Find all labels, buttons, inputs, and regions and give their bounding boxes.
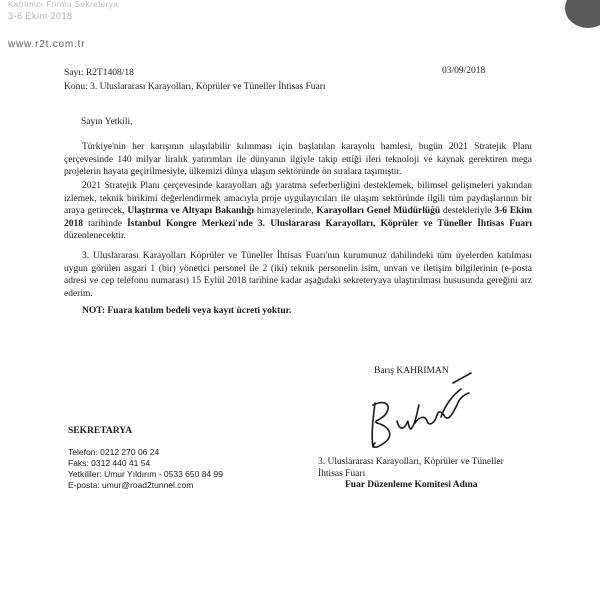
note-text: NOT: Fuara katılım bedeli veya kayıt ücreti yoktur. <box>82 306 292 316</box>
logo-mark-icon <box>565 0 600 28</box>
note-line <box>82 306 291 316</box>
paragraph-1-text: Türkiye'nin her karışının ulaşılabilir kılınması için başlatılan karayolu hamlesi, bugün 2021 Stratejik Planı çerçevesinde 140 milyar liralık yatırımları ile dünyanın ilgiyle takip ettiği ileri teknoloji ve kaynak gerektiren mega projelerin hayata geçirilmesiyle, ülkemizi dünya ulaşım sektöründe ön sıralara taşımıştır. <box>64 142 532 178</box>
p2-g: tarihinde <box>83 218 128 229</box>
p2-venue: İstanbul Kongre Merkezi'nde 3. Uluslararası Karayolları, Köprüler ve Tüneller İhtisas Fuarı <box>127 218 532 229</box>
subject-line: Konu: 3. Uluslararası Karayolları, Köprüler ve Tüneller İhtisas Fuarı <box>64 82 326 92</box>
letterhead <box>0 0 600 30</box>
paragraph-3-text: 3. Uluslararası Karayolları Köprüler ve Tüneller İhtisas Fuarı'nın kurumunuz dahilindeki tüm üyelerden katılması uygun görülen asgari 1 (bir) yönetici personel ile 2 (iki) teknik personelin isim, unvan ve iletişim bilgilerinin (e-posta adresi ve cep telefonu numarası) 15 Eylül 2018 tarihine kadar aşağıdaki sekreteryaya ulaştırılması hususunda gereğini arz ederim. <box>64 251 532 299</box>
paragraph-1 <box>64 141 532 179</box>
paragraph-2 <box>64 180 532 243</box>
signer-org-line-3: Fuar Düzenleme Komitesi Adına <box>345 480 478 490</box>
paragraph-2-text <box>64 180 532 243</box>
greeting: Sayın Yetkili, <box>81 117 133 127</box>
p2-dates: 3-6 Ekim 2018 <box>64 206 532 229</box>
p2-i: düzenlenecektir. <box>64 231 126 242</box>
faint-header-dates: 3-6 Ekim 2018 <box>8 11 73 21</box>
p2-c: himayelerinde, <box>254 206 317 217</box>
p2-directorate: Karayolları Genel Müdürlüğü <box>316 206 441 217</box>
secretariat-phone: Telefon: 0212 270 06 24 <box>68 447 160 457</box>
faint-header-line: Katılımcı Formu Sekreterya <box>8 0 119 9</box>
secretariat-fax: Faks: 0312 440 41 54 <box>68 458 151 468</box>
p2-e: destekleriyle <box>440 206 495 217</box>
p2-ministry: Ulaştırma ve Altyapı Bakanlığı <box>127 206 255 217</box>
website-url: www.r2t.com.tr <box>8 39 86 50</box>
p2-a: 2021 Stratejik Planı çerçevesinde karayolları ağı yaratma seferberliğini desteklemek, bilimsel gelişmeleri yakından izlemek, teknik birikimi değerlendirmek amacıyla proje uygulayıcıları ile ulaşım sektöründe ilgili tüm paydaşlarının bir araya getirecek, <box>64 181 532 217</box>
letter-date: 03/09/2018 <box>442 66 486 76</box>
secretariat-email: E-posta: umur@road2tunnel.com <box>68 480 194 490</box>
secretariat-heading: SEKRETARYA <box>68 426 133 436</box>
handwritten-signature-icon <box>345 365 475 455</box>
paragraph-3 <box>64 250 532 300</box>
signer-org-line-2: İhtisas Fuarı <box>318 469 366 479</box>
secretariat-contact-person: Yetkililer: Umur Yıldırım - 0533 650 84 99 <box>68 469 223 479</box>
signer-name: Barış KAHRIMAN <box>374 366 449 376</box>
reference-number: Sayı: R2T1408/18 <box>64 68 134 78</box>
signer-org-line-1: 3. Uluslararası Karayolları, Köprüler ve Tüneller <box>318 457 504 467</box>
